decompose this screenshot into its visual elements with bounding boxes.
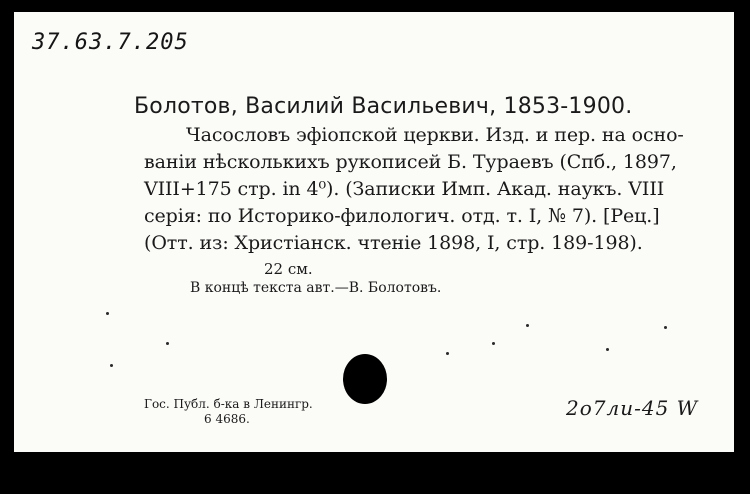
size-note: 22 см. (264, 260, 313, 278)
scan-speck (606, 348, 609, 351)
scan-speck (166, 342, 169, 345)
scan-speck (526, 324, 529, 327)
scan-speck (106, 312, 109, 315)
description-line-1: Часословъ эфiопской церкви. Изд. и пер. на осно- (186, 124, 684, 146)
description-line-2: ванiи нѣсколькихъ рукописей Б. Тураевъ (Спб., 1897, (144, 151, 677, 173)
handwritten-note: 2o7лu-45 W (566, 396, 699, 420)
description-line-3: VIII+175 стр. in 4⁰). (Записки Имп. Акад. наукъ. VIII (144, 178, 665, 200)
description-line-5: (Отт. из: Христiанск. чтенiе 1898, I, стр. 189-198). (144, 232, 643, 254)
punch-hole (343, 354, 387, 404)
author-note: В концѣ текста авт.—В. Болотовъ. (190, 280, 442, 296)
shelf-mark: 37.63.7.205 (32, 30, 189, 55)
catalog-card (14, 12, 734, 452)
description-line-4: серiя: по Историко-филологич. отд. т. I, № 7). [Рец.] (144, 205, 660, 227)
scan-speck (446, 352, 449, 355)
library-stamp: Гос. Публ. б-ка в Ленингр. (144, 397, 313, 411)
scan-speck (664, 326, 667, 329)
stamp-number: 6 4686. (204, 412, 250, 426)
author-heading: Болотов, Василий Васильевич, 1853-1900. (134, 94, 633, 119)
scan-speck (492, 342, 495, 345)
scan-speck (110, 364, 113, 367)
